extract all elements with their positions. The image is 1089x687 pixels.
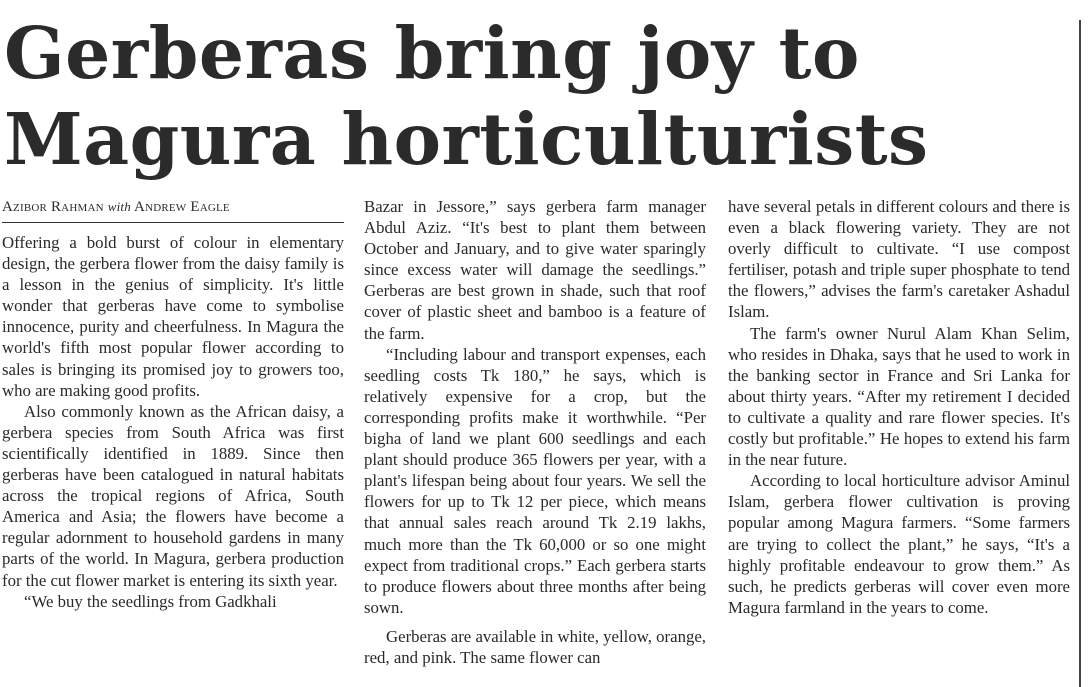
byline xyxy=(2,196,344,223)
article-column-2 xyxy=(364,196,706,668)
paragraph: “We buy the seedlings from Gadkhali xyxy=(24,591,277,611)
column-rule xyxy=(1079,20,1081,687)
byline-with: with xyxy=(107,199,131,214)
headline: Gerberas bring joy to Magura horticulturists xyxy=(4,11,929,181)
paragraph: Bazar in Jessore,” says gerbera farm manager Abdul Aziz. “It's best to plant them between October and January, and to give water sparingly since excess water will damage the seedlings.” Gerberas are best grown in shade, such that roof cover of plastic sheet and bamboo is a feature of the farm. xyxy=(364,197,706,343)
paragraph: Offering a bold burst of colour in elementary design, the gerbera flower from the daisy family is a lesson in the genius of simplicity. It's little wonder that gerberas have come to symbolise innocence, purity and cheerfulness. In Magura the world's fifth most popular flower according to sales is bringing its promised joy to growers too, who are making good profits. xyxy=(2,233,344,400)
byline-author-2: Andrew Eagle xyxy=(134,199,230,215)
paragraph: According to local horticulture advisor Aminul Islam, gerbera flower cultivation is proving popular among Magura farmers. “Some farmers are trying to collect the plant,” he says, “It's a highly profitable endeavour to grow them.” As such, he predicts gerberas will cover even more Magura farmland in the years to come. xyxy=(728,471,1070,617)
article-column-3 xyxy=(728,196,1070,618)
paragraph: Also commonly known as the African daisy, a gerbera species from South Africa was first scientifically identified in 1889. Since then gerberas have been catalogued in natural habitats across the tropical regions of Africa, South America and Asia; the flowers have become a regular adornment to household gardens in many parts of the world. In Magura, gerbera production for the cut flower market is entering its sixth year. xyxy=(2,401,344,590)
byline-author-1: Azibor Rahman xyxy=(2,199,104,215)
paragraph: The farm's owner Nurul Alam Khan Selim, who resides in Dhaka, says that he used to work in the banking sector in France and Sri Lanka for about thirty years. “After my retirement I decided to cultivate a quality and rare flower species. It's costly but profitable.” He hopes to extend his farm in the near future. xyxy=(728,323,1070,470)
paragraph: have several petals in different colours and there is even a black flowering variety. They are not overly difficult to cultivate. “I use compost fertiliser, potash and triple super phosphate to tend the flowers,” advises the farm's caretaker Ashadul Islam. xyxy=(728,197,1070,322)
article-column-1 xyxy=(2,196,344,612)
paragraph: “Including labour and transport expenses, each seedling costs Tk 180,” he says, which is relatively expensive for a crop, but the corresponding profits make it worthwhile. “Per bigha of land we plant 600 seedlings and each plant should produce 365 flowers per year, with a plant's lifespan being about four years. We sell the flowers for up to Tk 12 per piece, which means that annual sales reach around Tk 2.19 lakhs, much more than the Tk 60,000 or so one might expect from traditional crops.” Each gerbera starts to produce flowers about three months after being sown. xyxy=(364,344,706,617)
paragraph: Gerberas are available in white, yellow, orange, red, and pink. The same flower can xyxy=(364,626,706,667)
